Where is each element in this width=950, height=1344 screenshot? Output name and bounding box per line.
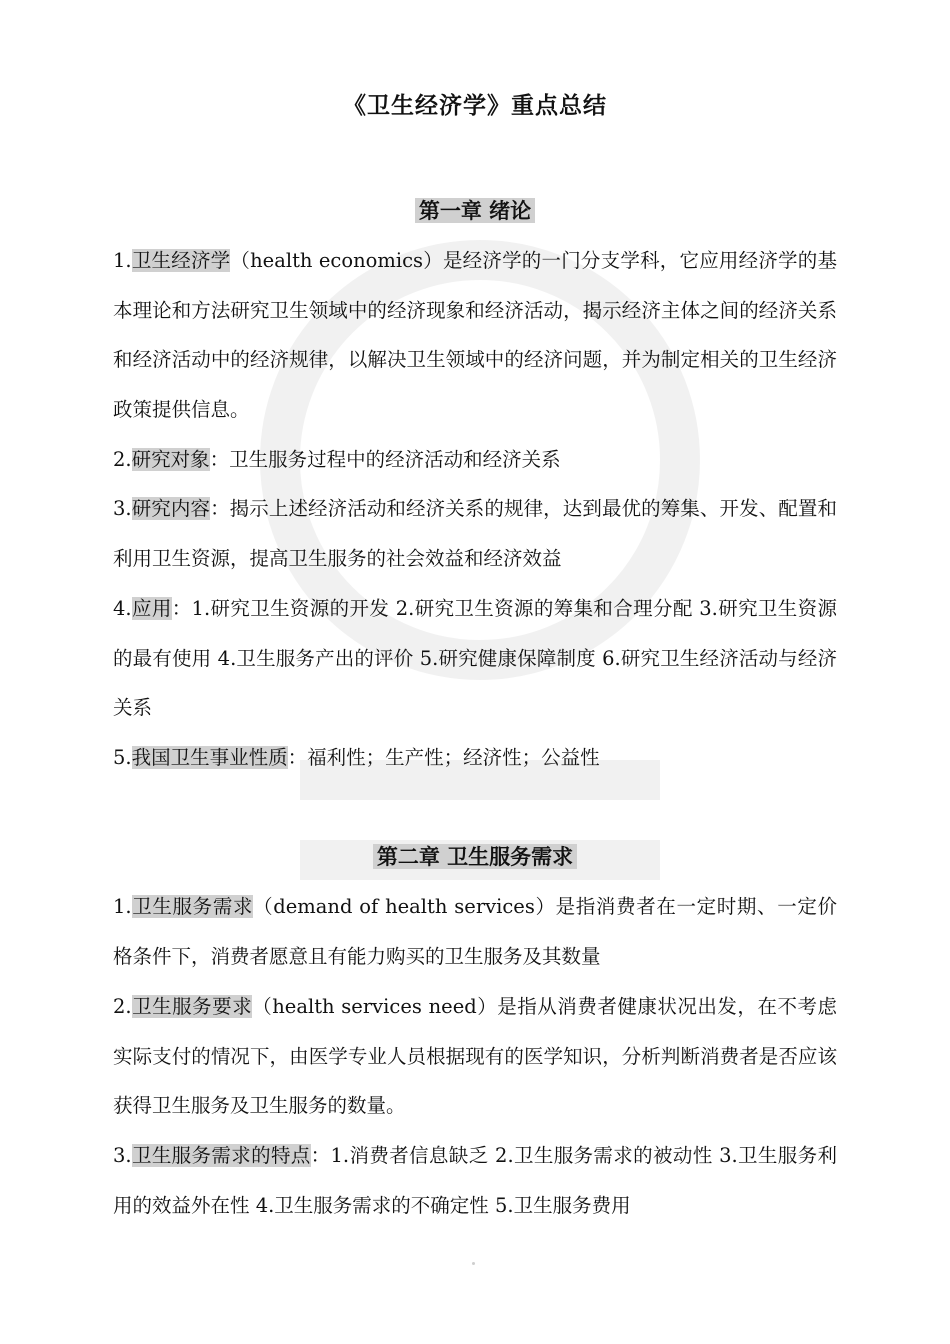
paragraph-item [113,236,837,434]
highlighted-term: 我国卫生事业性质 [131,746,288,769]
item-number: 2. [113,995,132,1018]
document-title: 《卫生经济学》重点总结 [343,92,607,119]
highlighted-term: 卫生服务需求的特点 [131,1144,311,1167]
item-body: ：卫生服务过程中的经济活动和经济关系 [209,448,561,471]
paragraph-item [113,584,837,733]
highlighted-term: 卫生服务要求 [131,995,253,1018]
footer-dot [472,1262,475,1265]
paragraph-item [113,484,837,583]
highlighted-term: 卫生经济学 [131,249,231,272]
item-body: ：1.研究卫生资源的开发 2.研究卫生资源的筹集和合理分配 3.研究卫生资源的最有使用 4.卫生服务产出的评价 5.研究健康保障制度 6.研究卫生经济活动与经济关系 [113,597,837,719]
item-number: 2. [113,448,132,471]
highlighted-term: 研究对象 [131,448,210,471]
item-body: （health services need）是指从消费者健康状况出发，在不考虑实际支付的情况下，由医学专业人员根据现有的医学知识，分析判断消费者是否应该获得卫生服务及卫生服务的数量。 [113,995,837,1117]
item-body: （demand of health services）是指消费者在一定时期、一定价格条件下，消费者愿意且有能力购买的卫生服务及其数量 [113,895,837,968]
item-number: 1. [113,249,132,272]
paragraph-item [113,1131,837,1230]
paragraph-item [113,733,837,783]
item-number: 3. [113,497,132,520]
item-body: ：揭示上述经济活动和经济关系的规律，达到最优的筹集、开发、配置和利用卫生资源，提高卫生服务的社会效益和经济效益 [113,497,837,570]
item-number: 3. [113,1144,132,1167]
highlighted-term: 研究内容 [131,497,211,520]
paragraph-item [113,435,837,485]
item-body: ：1.消费者信息缺乏 2.卫生服务需求的被动性 3.卫生服务利用的效益外在性 4.卫生服务需求的不确定性 5.卫生服务费用 [113,1144,837,1217]
item-number: 5. [113,746,132,769]
chapter-heading-1 [0,194,950,228]
item-body: ：福利性；生产性；经济性；公益性 [287,746,600,769]
chapter-heading-2 [0,840,950,874]
highlighted-term: 应用 [131,597,172,620]
highlighted-term: 卫生服务需求 [131,895,254,918]
item-body: （health economics）是经济学的一门分支学科，它应用经济学的基本理论和方法研究卫生领域中的经济现象和经济活动，揭示经济主体之间的经济关系和经济活动中的经济规律，以解决卫生领域中的经济问题，并为制定相关的卫生经济政策提供信息。 [113,249,837,421]
item-number: 4. [113,597,132,620]
chapter-heading-text: 第一章 绪论 [415,198,535,223]
paragraph-item [113,982,837,1131]
paragraph-item [113,882,837,981]
chapter-heading-text: 第二章 卫生服务需求 [373,844,577,869]
item-number: 1. [113,895,132,918]
